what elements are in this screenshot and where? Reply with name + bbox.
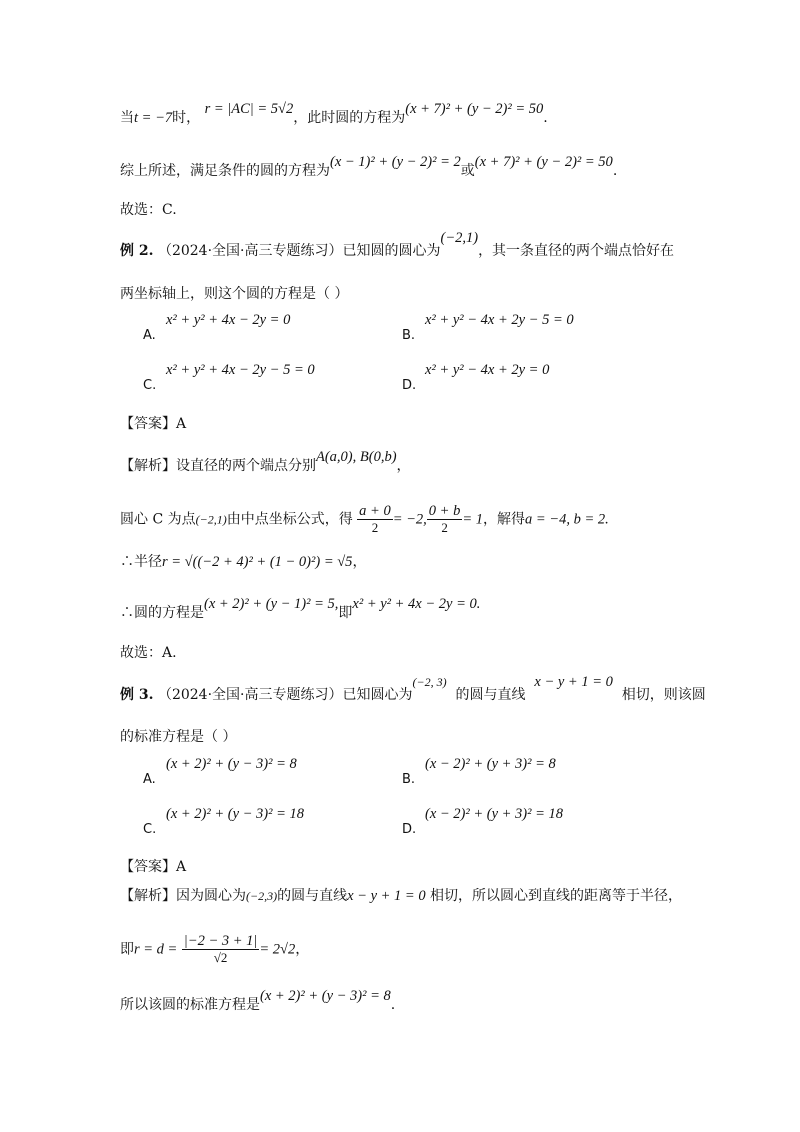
option-equation: x² + y² + 4x − 2y = 0 <box>166 312 291 328</box>
option-label: B. <box>402 772 416 787</box>
math-expression: (x + 7)² + (y − 2)² = 50 <box>405 101 544 117</box>
text: ， <box>396 458 411 474</box>
fraction-numerator: 0 + b <box>428 503 461 519</box>
solution-line <box>120 886 682 906</box>
option-label: D. <box>402 822 417 837</box>
math-expression: (−2,3) <box>246 889 278 903</box>
text-line <box>120 284 348 304</box>
text: 即 <box>338 605 353 621</box>
math-expression: A(a,0), B(0,b) <box>316 449 397 465</box>
math-expression: (x − 1)² + (y − 2)² = 2 <box>330 154 461 170</box>
text: 故选：A. <box>120 645 177 661</box>
solution-line <box>120 934 309 965</box>
option-label: C. <box>143 822 157 837</box>
answer-line <box>120 857 186 877</box>
example-heading <box>120 230 675 261</box>
text-line <box>120 643 177 663</box>
math-expression: r = |AC| = 5√2 <box>204 101 294 117</box>
fraction <box>427 504 463 535</box>
option-label: A. <box>143 772 156 787</box>
text: 的圆与直线 <box>277 888 348 904</box>
option-equation: (x − 2)² + (y + 3)² = 18 <box>425 806 564 822</box>
option-equation: x² + y² − 4x + 2y − 5 = 0 <box>425 312 574 328</box>
text: 圆心 C 为点 <box>120 511 196 528</box>
solution-line <box>120 449 411 476</box>
math-expression: t = −7 <box>134 110 173 126</box>
text-line <box>120 101 548 128</box>
option-label: D. <box>402 378 417 393</box>
text: ∴圆的方程是 <box>120 605 204 621</box>
text: . <box>612 163 618 179</box>
example-heading <box>120 674 706 705</box>
text: 的标准方程是（ ） <box>120 729 237 745</box>
option-equation: (x − 2)² + (y + 3)² = 8 <box>425 756 556 772</box>
option-label: C. <box>143 378 157 393</box>
option-equation: (x + 2)² + (y − 3)² = 18 <box>166 806 305 822</box>
fraction-denominator: 2 <box>371 520 379 535</box>
math-expression: r = d = <box>134 941 178 958</box>
fraction-numerator: a + 0 <box>359 503 391 519</box>
fraction <box>357 504 393 535</box>
math-expression: = −2, <box>392 511 427 528</box>
option-equation: x² + y² − 4x + 2y = 0 <box>425 362 550 378</box>
math-expression: (−2,1) <box>195 512 227 527</box>
solution-line <box>120 504 609 535</box>
text: . <box>390 997 396 1013</box>
fraction <box>182 934 260 965</box>
solution-line <box>120 552 366 572</box>
answer-text: 【答案】A <box>120 859 187 875</box>
text: （2024·全国·高三专题练习）已知圆的圆心为 <box>157 243 441 259</box>
text: ，此时圆的方程为 <box>293 110 406 126</box>
text: 由中点坐标公式，得 <box>226 511 353 528</box>
fraction-denominator: 2 <box>441 520 448 535</box>
text: 的圆与直线 <box>455 687 526 703</box>
text: 或 <box>460 163 475 179</box>
text: 时， <box>172 110 201 126</box>
text: . <box>543 110 548 126</box>
text: 综上所述，满足条件的圆的方程为 <box>120 163 330 179</box>
answer-line <box>120 414 186 434</box>
text: 【解析】因为圆心为 <box>120 888 246 904</box>
text: 故选：C. <box>120 202 177 218</box>
math-expression: x − y + 1 = 0 <box>534 674 613 690</box>
text: 当 <box>120 110 134 126</box>
math-expression: x − y + 1 = 0 <box>347 888 426 904</box>
fraction-numerator: |−2 − 3 + 1| <box>183 933 258 949</box>
text: 即 <box>120 941 134 958</box>
math-expression: (x + 2)² + (y − 1)² = 5, <box>204 596 339 612</box>
text: ∴半径 <box>120 554 162 570</box>
text: ， <box>352 554 367 570</box>
math-expression: a = −4, b = 2. <box>525 511 609 528</box>
math-expression: (−2,1) <box>440 230 479 246</box>
text: （2024·全国·高三专题练习）已知圆心为 <box>157 687 413 703</box>
text: ， <box>295 941 310 958</box>
math-expression: r = √((−2 + 4)² + (1 − 0)²) = √5 <box>162 554 353 570</box>
text: ，解得 <box>483 511 526 528</box>
math-expression: (−2, 3) <box>412 675 447 689</box>
option-equation: (x + 2)² + (y − 3)² = 8 <box>166 756 297 772</box>
text-line <box>120 154 618 181</box>
math-expression: x² + y² + 4x − 2y = 0. <box>352 596 481 612</box>
text: 相切，则该圆 <box>621 687 706 703</box>
fraction-denominator: √2 <box>213 950 228 965</box>
option-equation: x² + y² + 4x − 2y − 5 = 0 <box>166 362 315 378</box>
text: 相切，所以圆心到直线的距离等于半径， <box>430 888 683 904</box>
text: 两坐标轴上，则这个圆的方程是（ ） <box>120 286 349 302</box>
text: 所以该圆的标准方程是 <box>120 997 260 1013</box>
math-expression: = 2√2 <box>259 941 296 958</box>
solution-line <box>120 988 396 1015</box>
option-label: A. <box>143 328 156 343</box>
text: ，其一条直径的两个端点恰好在 <box>478 243 675 259</box>
answer-text: 【答案】A <box>120 416 187 432</box>
solution-line <box>120 596 481 623</box>
math-expression: = 1 <box>462 511 484 528</box>
text: 【解析】设直径的两个端点分别 <box>120 458 316 474</box>
text-line <box>120 200 177 220</box>
example-label: 例 3. <box>120 687 154 703</box>
math-expression: (x + 2)² + (y − 3)² = 8 <box>260 988 391 1004</box>
text-line <box>120 727 236 747</box>
option-label: B. <box>402 328 416 343</box>
math-expression: (x + 7)² + (y − 2)² = 50 <box>474 154 613 170</box>
example-label: 例 2. <box>120 243 154 259</box>
